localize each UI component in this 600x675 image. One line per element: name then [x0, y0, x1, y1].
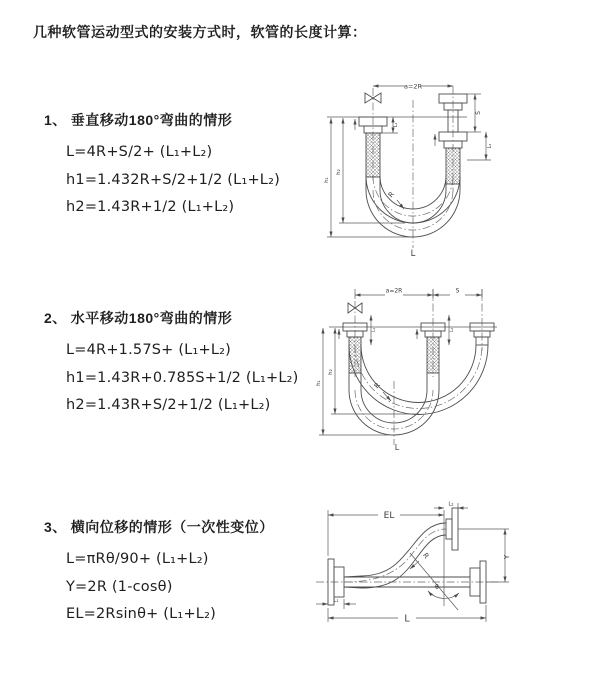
dim-label-h2: h₂ — [328, 369, 334, 375]
dim-label-s: S — [455, 287, 460, 295]
dimension-l2 — [434, 502, 468, 512]
radius-line — [410, 553, 458, 610]
formula-EL: EL=2Rsinθ+ (L₁+L₂) — [66, 606, 216, 622]
label-radius: R — [372, 381, 383, 391]
dim-label-l: L — [404, 613, 410, 625]
dimension-a2r — [373, 83, 453, 91]
label-radius: R — [386, 190, 397, 200]
angle-theta — [428, 583, 459, 598]
section-1-title: 垂直移动180°弯曲的情形 — [70, 112, 233, 128]
formula-h1: h1=1.43R+0.785S+1/2 (L₁+L₂) — [66, 369, 299, 386]
diagram-vertical-180-bend — [305, 72, 600, 267]
section-2-formulas — [44, 337, 299, 420]
section-3-title: 横向位移的情形（一次性变位） — [70, 519, 274, 535]
dim-label-l1: L₁ — [372, 327, 377, 333]
radius-callout — [373, 381, 391, 401]
diagram-horizontal-180-bend — [305, 275, 600, 460]
left-pipe-assembly — [359, 117, 387, 177]
section-2-title: 水平移动180°弯曲的情形 — [70, 310, 233, 326]
dim-label-el: EL — [383, 511, 395, 521]
section-horizontal-movement — [44, 308, 299, 420]
dim-label-h2: h₂ — [336, 169, 342, 175]
formula-h1: h1=1.432R+S/2+1/2 (L₁+L₂) — [66, 171, 280, 188]
dim-label-a2r: a=2R — [385, 287, 403, 295]
formula-h2: h2=1.43R+S/2+1/2 (L₁+L₂) — [66, 397, 271, 413]
s-curve-hose — [344, 523, 446, 588]
section-1-formulas — [44, 139, 280, 222]
label-radius: R — [420, 551, 431, 561]
dim-label-a2r: a=2R — [403, 82, 423, 91]
middle-pipe-assembly — [421, 323, 445, 373]
formula-h2: h2=1.43R+1/2 (L₁+L₂) — [66, 199, 235, 215]
section-3-formulas — [44, 546, 274, 629]
upper-flange — [446, 508, 458, 550]
formula-Y: Y=2R (1-cosθ) — [66, 578, 173, 595]
dim-label-l2: L₂ — [448, 501, 454, 508]
reference-line — [327, 117, 467, 146]
formula-L: L=4R+S/2+ (L₁+L₂) — [66, 144, 213, 160]
u-bend-hose-position-2 — [349, 345, 488, 415]
dimension-s — [433, 288, 482, 296]
dim-label-s: S — [475, 111, 482, 115]
formula-L: L=πRθ/90+ (L₁+L₂) — [66, 551, 209, 567]
dimension-y — [458, 529, 511, 582]
dim-label-l2: L₂ — [450, 327, 455, 333]
dimension-l2 — [449, 315, 455, 345]
diagram-lateral-displacement — [300, 498, 600, 643]
section-2-heading — [44, 308, 299, 328]
label-theta: θ — [435, 583, 439, 591]
dimension-l1 — [371, 315, 377, 345]
dim-label-l2: L₂ — [487, 143, 493, 149]
label-length: L — [394, 443, 400, 452]
dimension-s — [467, 94, 482, 132]
dim-label-l1: L₁ — [393, 122, 399, 128]
dimension-l1 — [381, 117, 399, 133]
section-lateral-displacement — [44, 517, 274, 629]
dim-label-h1: h₁ — [316, 380, 322, 386]
dimension-a2r — [355, 288, 482, 300]
section-vertical-movement — [44, 110, 280, 222]
centerlines — [355, 289, 482, 445]
formula-L: L=4R+1.57S+ (L₁+L₂) — [66, 342, 231, 358]
section-2-number: 2、 — [44, 310, 67, 326]
page-title: 几种软管运动型式的安装方式时，软管的长度计算： — [33, 24, 367, 40]
section-3-heading — [44, 517, 274, 537]
section-3-number: 3、 — [44, 519, 67, 535]
dimension-l2 — [467, 132, 493, 160]
dim-label-l1: L₁ — [333, 598, 339, 604]
dim-label-h1: h₁ — [324, 177, 330, 183]
section-1-heading — [44, 110, 280, 130]
dim-label-y: Y — [503, 554, 511, 560]
dimension-l1 — [316, 598, 356, 609]
dimension-l — [328, 605, 486, 625]
section-1-number: 1、 — [44, 112, 67, 128]
label-length: L — [410, 249, 416, 259]
centerlines — [373, 86, 453, 248]
radius-callout — [410, 552, 458, 610]
